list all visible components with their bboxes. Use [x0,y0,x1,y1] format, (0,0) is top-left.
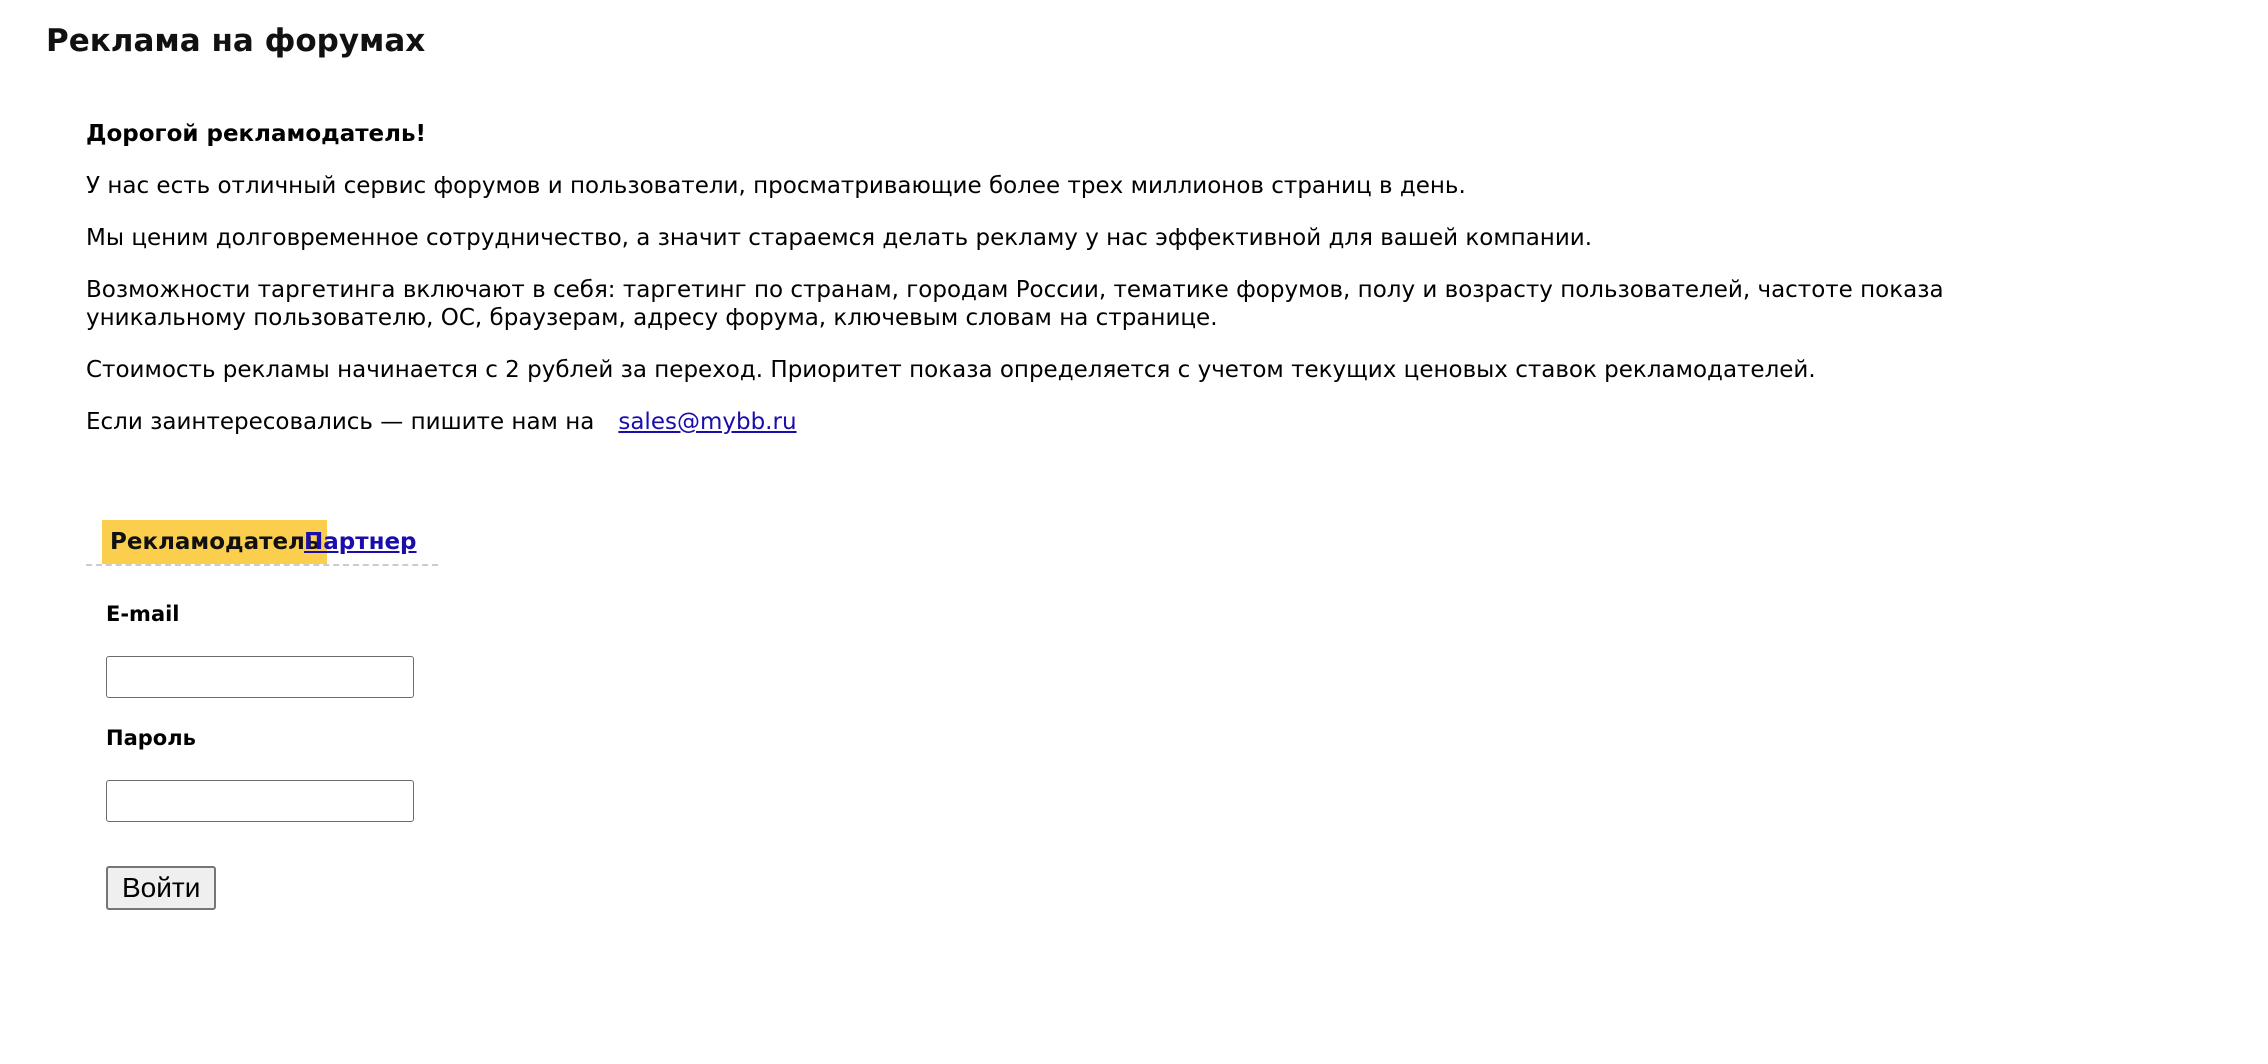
page-title: Реклама на форумах [46,23,426,59]
login-button[interactable]: Войти [106,866,216,910]
tab-advertiser[interactable]: Рекламодатель [102,520,327,564]
password-field[interactable] [106,780,414,822]
contact-email-link[interactable]: sales@mybb.ru [618,409,797,435]
login-form [106,600,506,910]
intro-paragraph-cooperation: Мы ценим долговременное сотрудничество, а значит стараемся делать рекламу у нас эффективной для вашей компании. [86,225,1593,251]
password-label: Пароль [106,726,196,750]
email-field[interactable] [106,656,414,698]
email-label: E-mail [106,602,180,626]
contact-text: Если заинтересовались — пишите нам на [86,409,595,435]
tab-partner[interactable]: Партнер [304,529,417,555]
intro-paragraph-pricing: Стоимость рекламы начинается с 2 рублей за переход. Приоритет показа определяется с учетом текущих ценовых ставок рекламодателей. [86,357,1816,383]
intro-paragraph-audience: У нас есть отличный сервис форумов и пользователи, просматривающие более трех миллионов страниц в день. [86,173,1466,199]
greeting-text: Дорогой рекламодатель! [86,121,427,147]
contact-line [86,408,1946,436]
intro-section [86,120,1946,460]
intro-paragraph-targeting: Возможности таргетинга включают в себя: таргетинг по странам, городам России, тематике форумов, полу и возрасту пользователей, частоте показа уникальному пользователю, ОС, браузерам, адресу форума, ключевым словам на странице. [86,277,1944,331]
role-tabs [86,520,438,566]
